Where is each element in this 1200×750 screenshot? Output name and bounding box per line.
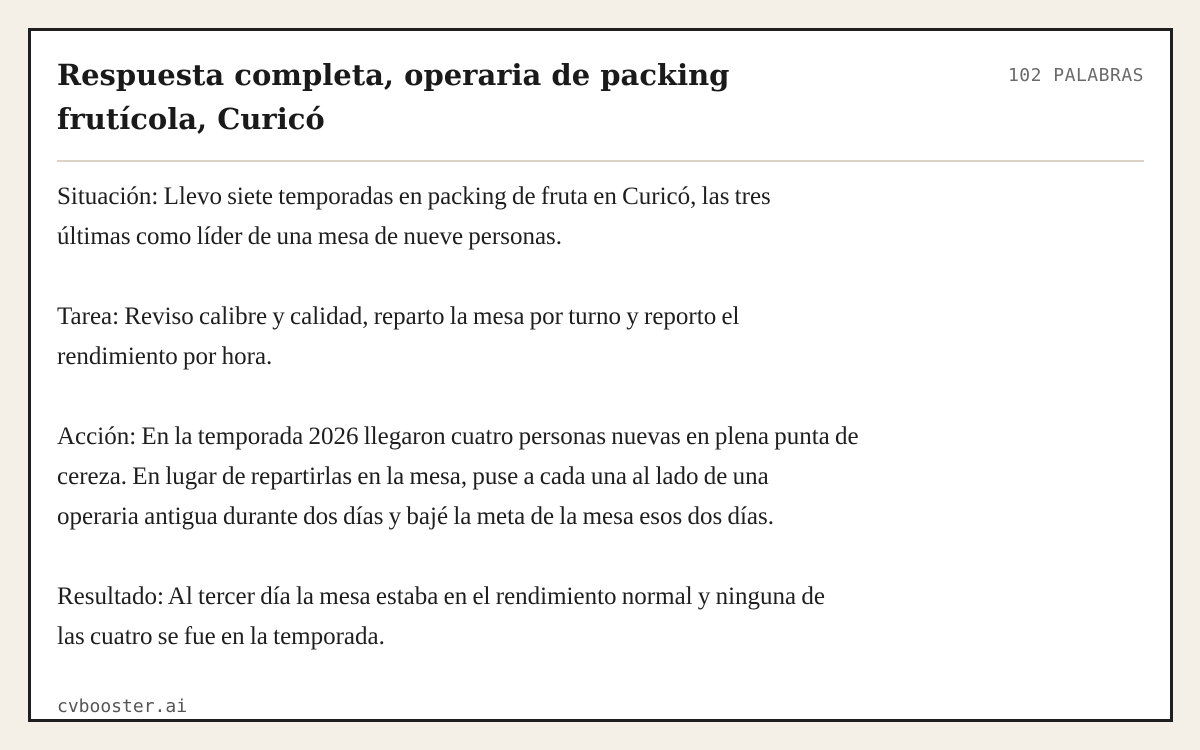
card-title: Respuesta completa, operaria de packing frutícola, Curicó xyxy=(57,58,730,136)
paragraph-resultado xyxy=(57,577,1057,657)
paragraph-tarea xyxy=(57,297,1057,377)
paragraph-situacion xyxy=(57,177,1057,257)
paragraph-accion xyxy=(57,417,1057,537)
text-line: Situación: Llevo siete temporadas en packing de fruta en Curicó, las tres xyxy=(57,183,771,210)
answer-card xyxy=(28,28,1173,722)
header-divider xyxy=(57,160,1144,162)
text-line: Tarea: Reviso calibre y calidad, reparto la mesa por turno y reporto el xyxy=(57,303,740,330)
footer-brand: cvbooster.ai xyxy=(57,696,188,717)
text-line: últimas como líder de una mesa de nueve personas. xyxy=(57,223,563,250)
word-count-badge: 102 PALABRAS xyxy=(1007,65,1144,86)
text-line: cereza. En lugar de repartirlas en la mesa, puse a cada una al lado de una xyxy=(57,463,769,490)
answer-body xyxy=(57,177,1057,697)
text-line: Resultado: Al tercer día la mesa estaba en el rendimiento normal y ninguna de xyxy=(57,583,825,610)
text-line: las cuatro se fue en la temporada. xyxy=(57,623,385,650)
text-line: operaria antigua durante dos días y bajé la meta de la mesa esos dos días. xyxy=(57,503,775,530)
text-line: rendimiento por hora. xyxy=(57,343,273,370)
text-line: Acción: En la temporada 2026 llegaron cuatro personas nuevas en plena punta de xyxy=(57,423,859,450)
